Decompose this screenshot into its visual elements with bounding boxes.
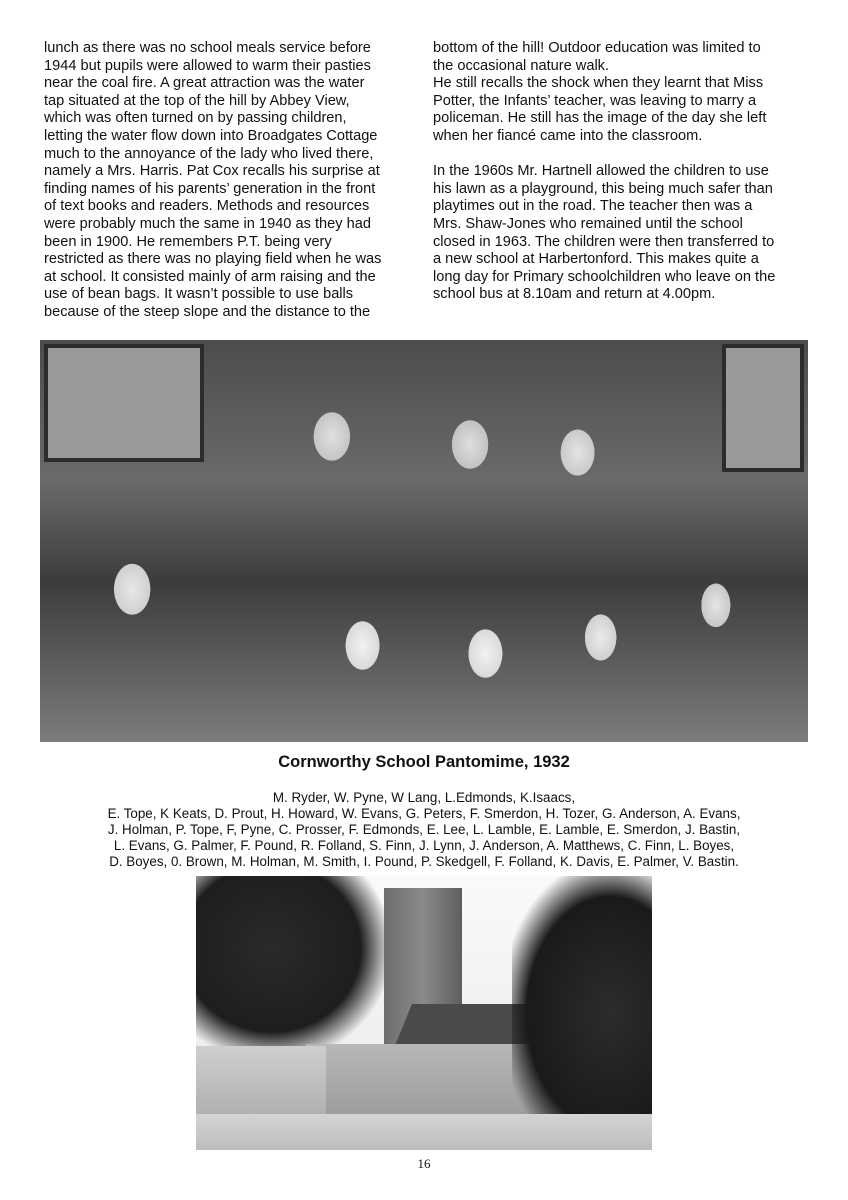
ground [196,1114,652,1150]
left-text-column [44,40,420,322]
school-building-photo [196,876,652,1150]
caption-names-line: D. Boyes, 0. Brown, M. Holman, M. Smith, I. Pound, P. Skedgell, F. Folland, K. Davis, E. Palmer, V. Bastin. [109,854,739,869]
right-paragraph-2: In the 1960s Mr. Hartnell allowed the children to use his lawn as a playground, this being much safer than playtimes out in the road. The teacher then was a Mrs. Shaw-Jones who remained until the school closed in 1963. The children were then transferred to a new school at Harbertonford. This makes quite a long day for Primary schoolchildren who leave on the school bus at 8.10am and return at 4.00pm. [433,163,776,303]
right-text-column [433,40,813,304]
caption-names-line: E. Tope, K Keats, D. Prout, H. Howard, W. Evans, G. Peters, F. Smerdon, H. Tozer, G. Anderson, A. Evans, [107,806,741,821]
left-paragraph: lunch as there was no school meals service before 1944 but pupils were allowed to warm their pasties near the coal fire. A great attraction was the water tap situated at the top of the hill by Abbey View, which was often turned on by passing children, letting the water flow down into Broadgates Cottage much to the annoyance of the lady who lived there, namely a Mrs. Harris. Pat Cox recalls his surprise at finding names of his parents’ generation in the front of text books and readers. Methods and resources were probably much the same in 1940 as they had been in 1900. He remembers P.T. being very restricted as there was no playing field when he was at school. It consisted mainly of arm raising and the use of bean bags. It wasn’t possible to use balls because of the steep slope and the distance to the [44,40,382,320]
right-paragraph-1: bottom of the hill! Outdoor education was limited to the occasional nature walk. He still recalls the shock when they learnt that Miss Potter, the Infants’ teacher, was leaving to marry a policeman. He still has the image of the day she left when her fiancé came into the classroom. [433,40,767,144]
caption-names-line: L. Evans, G. Palmer, F. Pound, R. Folland, S. Finn, J. Lynn, J. Anderson, A. Matthews, C. Finn, L. Boyes, [113,838,735,853]
paragraph-gap [433,146,813,164]
caption-names-line: J. Holman, P. Tope, F, Pyne, C. Prosser, F. Edmonds, E. Lee, L. Lamble, E. Lamble, E. Smerdon, J. Bastin, [107,822,741,837]
window-right [722,344,804,472]
caption-names-line: M. Ryder, W. Pyne, W Lang, L.Edmonds, K.Isaacs, [272,790,576,805]
photo-caption-title: Cornworthy School Pantomime, 1932 [278,753,570,771]
photo-caption-names [0,790,848,870]
window-left [44,344,204,462]
trees-left [196,876,386,1056]
pantomime-class-photo [40,340,808,742]
trees-right [512,876,652,1150]
page-number: 16 [417,1156,431,1171]
